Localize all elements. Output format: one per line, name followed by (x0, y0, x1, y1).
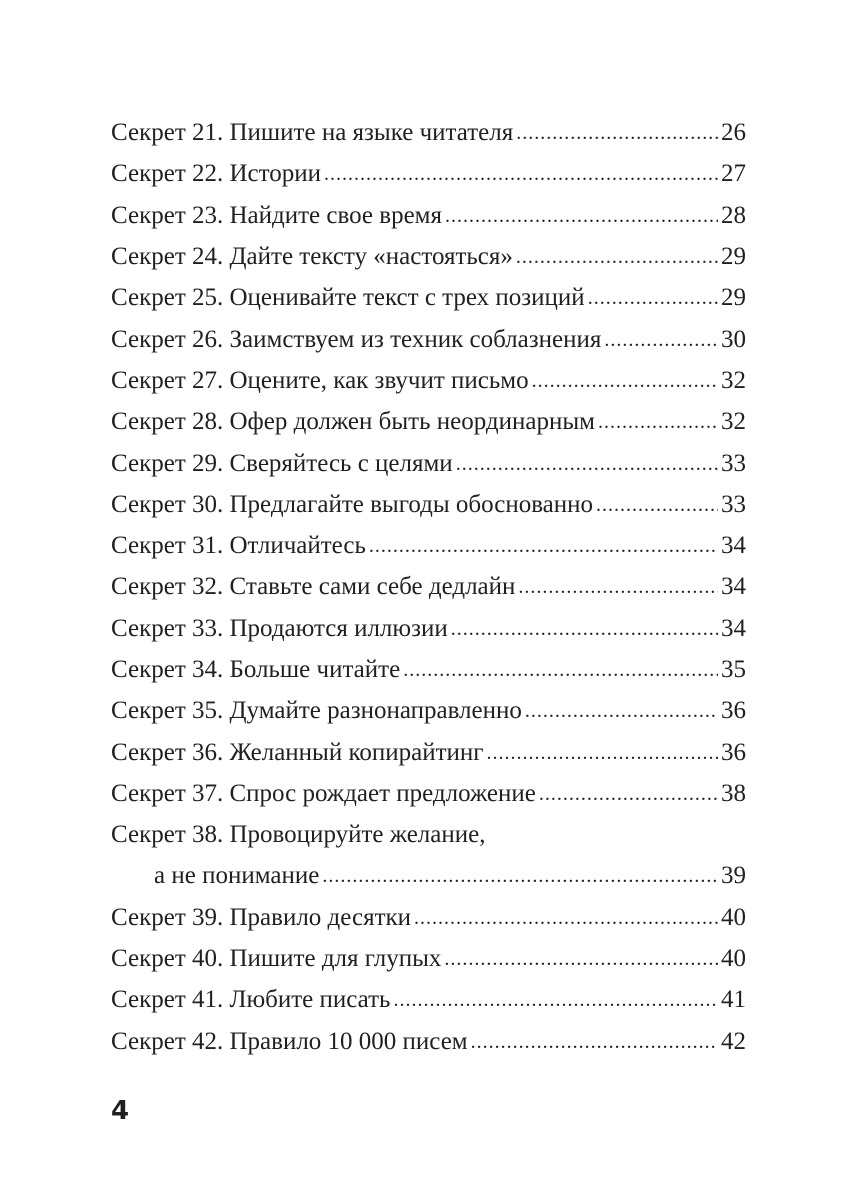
toc-entry (111, 525, 746, 566)
toc-entry-page: 28 (721, 201, 746, 229)
page-number: 4 (111, 1096, 130, 1126)
toc-entry-title: Секрет 30. Предлагайте выгоды обоснованно (111, 490, 594, 518)
toc-entry-page: 39 (721, 862, 746, 890)
toc-leader-dots (516, 120, 718, 145)
toc-entry-title: Секрет 38. Провоцируйте желание, (111, 821, 486, 849)
toc-leader-dots (393, 987, 718, 1012)
toc-entry-title: Секрет 42. Правило 10 000 писем (111, 1027, 468, 1055)
toc-entry-page: 30 (721, 325, 746, 353)
toc-entry (111, 277, 746, 318)
toc-entry-title: Секрет 25. Оценивайте текст с трех позиций (111, 284, 585, 312)
toc-entry-title: Секрет 31. Отличайтесь (111, 532, 366, 560)
toc-entry-title: Секрет 33. Продаются иллюзии (111, 614, 448, 642)
toc-leader-dots (456, 451, 718, 476)
toc-entry (111, 195, 746, 236)
toc-leader-dots (598, 409, 718, 434)
toc-entry-page: 26 (721, 119, 746, 147)
toc-entry-first-line (111, 814, 746, 855)
toc-entry-title: Секрет 28. Офер должен быть неординарным (111, 408, 595, 436)
toc-entry-page: 40 (721, 945, 746, 973)
toc-leader-dots (596, 492, 718, 517)
toc-entry (111, 773, 746, 814)
toc-entry-title: Секрет 37. Спрос рождает предложение (111, 779, 536, 807)
toc-entry-title: Секрет 34. Больше читайте (111, 656, 401, 683)
toc-leader-dots (369, 533, 718, 558)
toc-leader-dots (487, 740, 718, 765)
toc-entry (111, 112, 746, 153)
toc-entry (111, 401, 746, 442)
toc-entry (111, 979, 746, 1020)
toc-entry-title: Секрет 40. Пишите для глупых (111, 945, 442, 973)
toc-entry-title: Секрет 22. Истории (111, 160, 321, 188)
toc-leader-dots (532, 368, 718, 393)
toc-leader-dots (525, 698, 718, 723)
toc-entry-page: 41 (721, 986, 746, 1014)
toc-entry-page: 29 (721, 243, 746, 271)
toc-entry (111, 1021, 746, 1062)
toc-entry (111, 566, 746, 607)
toc-leader-dots (414, 905, 718, 930)
toc-entry-page: 32 (721, 408, 746, 436)
toc-entry (111, 360, 746, 401)
toc-entry (111, 236, 746, 277)
toc-entry-title: Секрет 41. Любите писать (111, 986, 391, 1014)
toc-entry-page: 42 (721, 1027, 746, 1055)
toc-entry-page: 33 (721, 490, 746, 518)
toc-entry-page: 34 (721, 573, 746, 601)
toc-entry (111, 897, 746, 938)
toc-entry (111, 649, 746, 690)
toc-leader-dots (403, 657, 718, 682)
toc-entry-title: Секрет 21. Пишите на языке читателя (111, 119, 514, 147)
toc-entry-page: 27 (721, 160, 746, 188)
toc-leader-dots (471, 1029, 718, 1054)
toc-leader-dots (604, 327, 718, 352)
toc-entry-page: 34 (721, 532, 746, 560)
toc-entry-title: Секрет 32. Ставьте сами себе дедлайн (111, 573, 516, 601)
toc-entry-continuation (111, 855, 746, 896)
toc-entry-page: 40 (721, 903, 746, 931)
toc-leader-dots (322, 863, 718, 888)
toc-entry-title: Секрет 23. Найдите свое время (111, 201, 442, 229)
toc-entry-title: Секрет 39. Правило десятки (111, 903, 412, 931)
toc-entry-page: 32 (721, 366, 746, 394)
toc-entry-page: 36 (721, 738, 746, 766)
toc-entry-page: 36 (721, 697, 746, 725)
toc-entry-page: 29 (721, 284, 746, 312)
toc-entry (111, 690, 746, 731)
toc-entry-title: Секрет 36. Желанный копирайтинг (111, 738, 484, 766)
toc-entry-title-continuation: а не понимание (154, 862, 320, 890)
toc-leader-dots (451, 616, 718, 641)
toc-entry-page: 38 (721, 779, 746, 807)
toc-entry (111, 731, 746, 772)
toc-leader-dots (518, 574, 718, 599)
toc-entry-title: Секрет 27. Оцените, как звучит письмо (111, 366, 529, 394)
toc-entry-page: 34 (721, 614, 746, 642)
toc-leader-dots (539, 781, 718, 806)
toc-entry (111, 938, 746, 979)
toc-entry (111, 484, 746, 525)
toc-leader-dots (324, 161, 718, 186)
toc-entry (111, 153, 746, 194)
toc-entry-title: Секрет 29. Сверяйтесь с целями (111, 449, 453, 477)
toc-leader-dots (444, 946, 718, 971)
toc-leader-dots (445, 203, 718, 228)
toc-entry-page: 35 (721, 656, 746, 683)
table-of-contents (111, 112, 746, 1062)
toc-entry (111, 318, 746, 359)
toc-entry (111, 442, 746, 483)
toc-entry (111, 608, 746, 649)
toc-leader-dots (516, 244, 718, 269)
toc-entry-title: Секрет 35. Думайте разнонаправленно (111, 697, 522, 725)
toc-entry-page: 33 (721, 449, 746, 477)
toc-leader-dots (588, 285, 718, 310)
toc-entry-title: Секрет 24. Дайте тексту «настояться» (111, 243, 513, 271)
toc-entry-title: Секрет 26. Заимствуем из техник соблазнения (111, 325, 602, 353)
